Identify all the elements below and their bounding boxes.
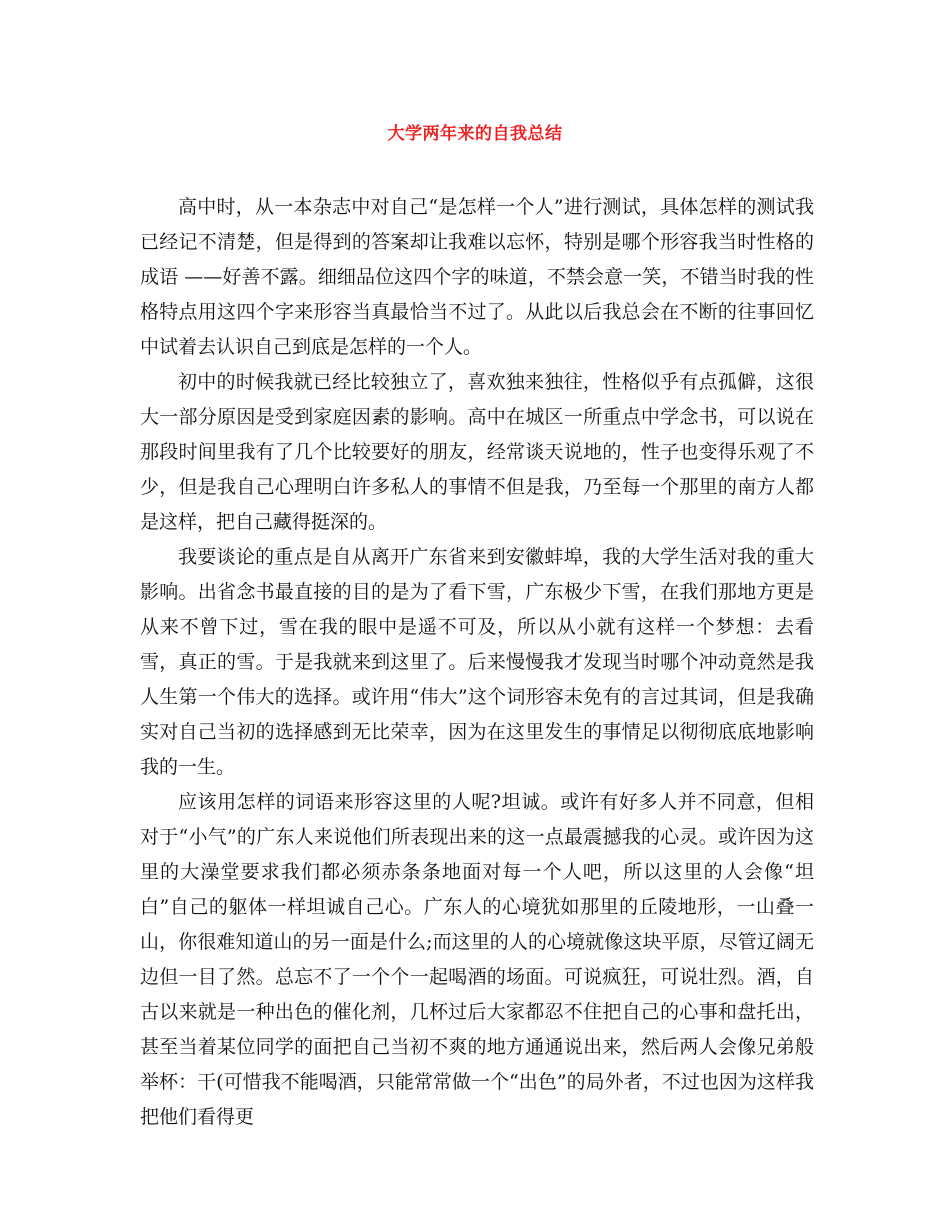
- paragraph-4: 应该用怎样的词语来形容这里的人呢?坦诚。或许有好多人并不同意，但相对于“小气”的广东人来说他们所表现出来的这一点最震撼我的心灵。或许因为这里的大澡堂要求我们都必须赤条条地面对每一个人吧，所以这里的人会像“坦白”自己的躯体一样坦诚自己心。广东人的心境犹如那里的丘陵地形，一山叠一山，你很难知道山的另一面是什么;而这里的人的心境就像这块平原，尽管辽阔无边但一目了然。总忘不了一个个一起喝酒的场面。可说疯狂，可说壮烈。酒，自古以来就是一种出色的催化剂，几杯过后大家都忍不住把自己的心事和盘托出，甚至当着某位同学的面把自己当初不爽的地方通通说出来，然后两人会像兄弟般举杯：干(可惜我不能喝酒，只能常常做一个“出色”的局外者，不过也因为这样我把他们看得更: [140, 791, 814, 1128]
- paragraph-1: 高中时，从一本杂志中对自己“是怎样一个人”进行测试，具体怎样的测试我已经记不清楚，但是得到的答案却让我难以忘怀，特别是哪个形容我当时性格的成语 ——好善不露。细细品位这四个字的味道，不禁会意一笑，不错当时我的性格特点用这四个字来形容当真最恰当不过了。从此以后我总会在不断的往事回忆中试着去认识自己到底是怎样的一个人。: [140, 196, 814, 358]
- document-body: [140, 190, 814, 1135]
- paragraph-2: 初中的时候我就已经比较独立了，喜欢独来独往，性格似乎有点孤僻，这很大一部分原因是受到家庭因素的影响。高中在城区一所重点中学念书，可以说在那段时间里我有了几个比较要好的朋友，经常谈天说地的，性子也变得乐观了不少，但是我自己心理明白许多私人的事情不但是我，乃至每一个那里的南方人都是这样，把自己藏得挺深的。: [140, 371, 814, 533]
- paragraph-3: 我要谈论的重点是自从离开广东省来到安徽蚌埠，我的大学生活对我的重大影响。出省念书最直接的目的是为了看下雪，广东极少下雪，在我们那地方更是从来不曾下过，雪在我的眼中是遥不可及，所以从小就有这样一个梦想：去看雪，真正的雪。于是我就来到这里了。后来慢慢我才发现当时哪个冲动竟然是我人生第一个伟大的选择。或许用“伟大”这个词形容未免有的言过其词，但是我确实对自己当初的选择感到无比荣幸，因为在这里发生的事情足以彻彻底底地影响我的一生。: [140, 546, 814, 778]
- document-title: 大学两年来的自我总结: [387, 124, 563, 144]
